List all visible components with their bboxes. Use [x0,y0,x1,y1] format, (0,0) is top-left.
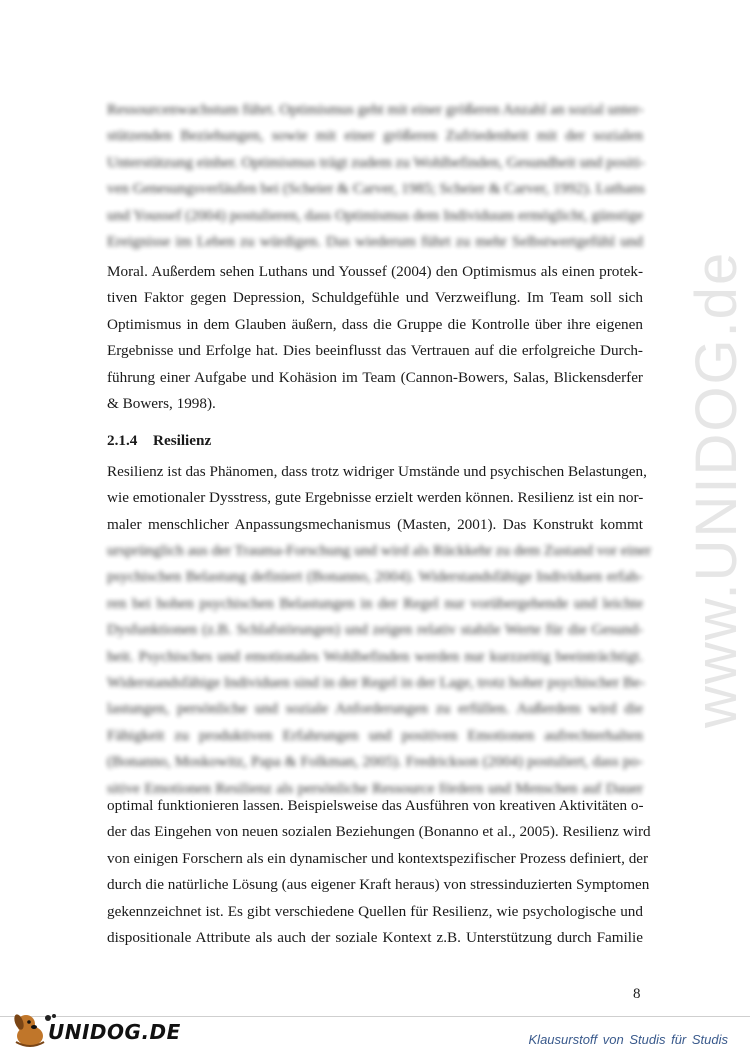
text-line: Ereignisse im Leben zu würdigen. Das wiederum führt zu mehr Selbstwertgefühl und [107,233,643,251]
section-number: 2.1.4 [107,432,138,449]
watermark-text: www.UNIDOG.de [684,250,749,728]
text-line: psychischen Belastung definiert (Bonanno, 2004). Widerstandsfähige Individuen erfah- [107,568,643,586]
text-line: ursprünglich aus der Trauma-Forschung und wird als Rückkehr zu dem Zustand vor einer [107,542,652,559]
text-line: und Youssef (2004) postulieren, dass Optimismus dem Individuum ermöglicht, günstige [107,206,643,224]
logo-text[interactable]: UNIDOG.DE [48,1020,181,1044]
section-heading [107,428,211,454]
paragraph-resilience-intro [107,459,647,538]
text-line: Dysfunktionen (z.B. Schlafstörungen) und zeigen relativ stabile Werte für die Gesund- [107,621,643,639]
text-line: stützenden Beziehungen, sowie mit einer größeren Zufriedenheit mit der sozialen [107,127,643,145]
text-line: Ergebnisse und Erfolge hat. Dies beeinflusst das Vertrauen auf die erfolgreiche Durch- [107,342,643,360]
text-line: lastungen, persönliche und soziale Anforderungen zu erfüllen. Außerdem wird die [107,700,643,718]
text-line: heit. Psychisches und emotionales Wohlbefinden werden nur kurzzeitig beeinträchtigt. [107,647,643,665]
text-line: Unterstützung einher. Optimismus trägt zudem zu Wohlbefinden, Gesundheit und positi- [107,153,645,171]
text-line: der das Eingehen von neuen sozialen Beziehungen (Bonanno et al., 2005). Resilienz wird [107,823,651,841]
text-line: dispositionale Attribute als auch der soziale Kontext z.B. Unterstützung durch Familie [107,929,643,947]
text-line: Resilienz ist das Phänomen, dass trotz widriger Umstände und psychischen Belastungen, [107,463,647,480]
paragraph-optimism-blurred [107,97,643,255]
paragraph-optimism [107,259,643,417]
text-line: Ressourcenwachstum führt. Optimismus geht mit einer größeren Anzahl an sozial unter- [107,101,644,118]
text-line: Optimismus in dem Glauben äußern, dass die Gruppe die Kontrolle über ihre eigenen [107,315,643,333]
text-line: wie emotionaler Dysstress, gute Ergebnisse erzielt werden können. Resilienz ist ein nor- [107,489,644,507]
text-line: Fähigkeit zu produktiven Erfahrungen und positiven Emotionen aufrechterhalten [107,726,643,744]
text-line: sitive Emotionen Resilienz als persönliche Ressource fördern und Menschen auf Dauer [107,779,643,797]
text-line: maler menschlicher Anpassungsmechanismus (Masten, 2001). Das Konstrukt kommt [107,515,643,533]
text-line: gekennzeichnet ist. Es gibt verschiedene Quellen für Resilienz, wie psychologische und [107,902,643,920]
text-line: ren bei hohen psychischen Belastungen in der Regel nur vorübergehende und leichte [107,594,643,612]
text-line: optimal funktionieren lassen. Beispielsweise das Ausführen von kreativen Aktivitäten o- [107,797,644,814]
paragraph-resilience-continued [107,793,651,951]
footer-tagline: Klausurstoff von Studis für Studis [528,1032,728,1047]
page-number: 8 [633,986,641,1002]
text-line: von einigen Forschern als ein dynamischer und kontextspezifischer Prozess definiert, der [107,849,649,867]
text-line: führung einer Aufgabe und Kohäsion im Team (Cannon-Bowers, Salas, Blickensderfer [107,368,643,386]
text-line: durch die natürliche Lösung (aus eigener Kraft heraus) von stressinduzierten Symptomen [107,876,650,894]
text-line: ven Genesungsverläufen bei (Scheier & Carver, 1985; Scheier & Carver, 1992). Luthans [107,180,645,198]
paragraph-resilience-blurred [107,538,652,802]
text-line: & Bowers, 1998). [107,395,216,413]
section-title: Resilienz [153,432,212,449]
text-line: tiven Faktor gegen Depression, Schuldgefühle und Verzweiflung. Im Team soll sich [107,289,643,307]
text-line: (Bonanno, Moskowitz, Papa & Folkman, 2005). Fredrickson (2004) postuliert, dass po- [107,753,643,771]
text-line: Moral. Außerdem sehen Luthans und Youssef (2004) den Optimismus als einen protek- [107,263,643,280]
text-line: Widerstandsfähige Individuen sind in der Regel in der Lage, trotz hoher psychischer Be- [107,674,645,692]
